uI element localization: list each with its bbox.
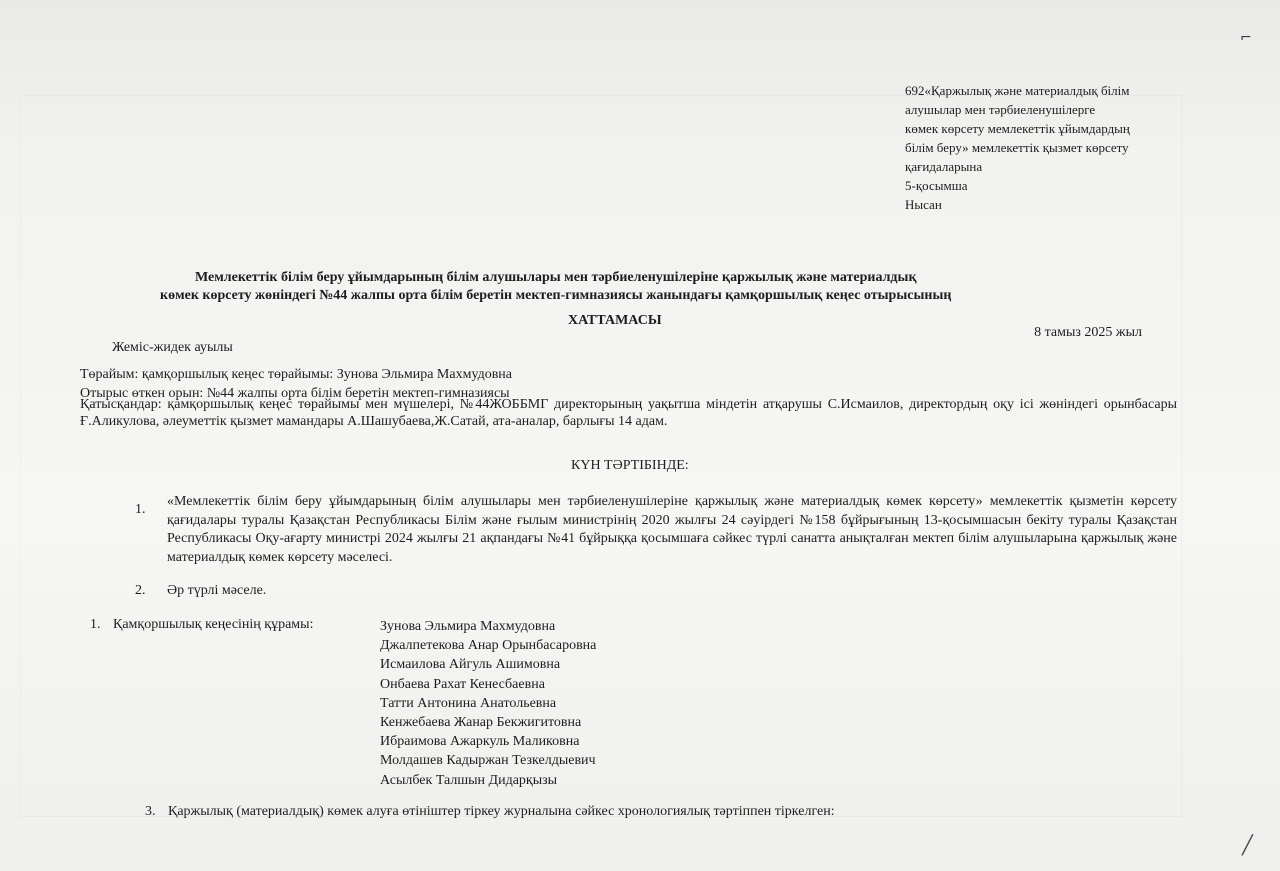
council-member: Асылбек Талшын Дидарқызы bbox=[380, 772, 558, 788]
page-fold-mark: ⌐ bbox=[1240, 30, 1252, 46]
point-3-number: 3. bbox=[145, 804, 156, 819]
venue-line: Отырыс өткен орын: №44 жалпы орта білім беретін мектеп-гимназиясы bbox=[80, 386, 510, 401]
council-member: Исмаилова Айгуль Ашимовна bbox=[380, 657, 561, 673]
form-annex-note bbox=[905, 81, 1130, 214]
form-note-line: қағидаларына bbox=[905, 159, 983, 174]
composition-label: Қамқоршылық кеңесінің құрамы: bbox=[113, 617, 314, 632]
form-note-line: алушылар мен тәрбиеленушілерге bbox=[905, 102, 1096, 117]
form-note-line: Нысан bbox=[905, 197, 942, 212]
council-member: Молдашев Кадыржан Тезкелдыевич bbox=[380, 753, 596, 769]
council-member: Кенжебаева Жанар Бекжигитовна bbox=[380, 715, 582, 731]
council-member: Онбаева Рахат Кенесбаевна bbox=[380, 676, 545, 692]
council-member: Зунова Эльмира Махмудовна bbox=[380, 619, 556, 634]
document-title-line-2: көмек көрсету жөніндегі №44 жалпы орта білім беретін мектеп-гимназиясы жанындағы қамқоршылық кеңес отырысының bbox=[160, 288, 952, 303]
page-corner-mark: ╱ bbox=[1242, 835, 1253, 856]
form-note-line: 692«Қаржылық және материалдық білім bbox=[905, 83, 1130, 98]
composition-number: 1. bbox=[90, 617, 101, 632]
form-note-line: 5-қосымша bbox=[905, 178, 968, 193]
council-member: Джалпетекова Анар Орынбасаровна bbox=[380, 638, 597, 654]
form-note-line: көмек көрсету мемлекеттік ұйымдардың bbox=[905, 121, 1130, 136]
agenda-item-number: 2. bbox=[135, 583, 146, 598]
form-note-line: білім беру» мемлекеттік қызмет көрсету bbox=[905, 140, 1129, 155]
agenda-item-2: Әр түрлі мәселе. bbox=[167, 583, 267, 598]
agenda-item-number: 1. bbox=[135, 502, 146, 517]
document-title-line-1: Мемлекеттік білім беру ұйымдарының білім алушылары мен тәрбиеленушілеріне қаржылық және материалдық bbox=[195, 270, 917, 285]
attendees-paragraph: Қатысқандар: қамқоршылық кеңес төрайымы мен мүшелері, №44ЖОББМГ директорының уақытша міндетін атқарушы С.Исмаилов, директордың оқу ісі жөніндегі орынбасары Ғ.Аликулова, әлеуметтік қызмет мамандары А.Шашубаева,Ж.Сатай, ата-аналар, барлығы 14 адам. bbox=[80, 397, 1177, 429]
point-3-text: Қаржылық (материалдық) көмек алуға өтініштер тіркеу журналына сәйкес хронологиялық тәртіппен тіркелген: bbox=[168, 804, 835, 819]
council-member: Татти Антонина Анатольевна bbox=[380, 695, 557, 711]
agenda-heading: КҮН ТӘРТІБІНДЕ: bbox=[571, 458, 689, 473]
document-place: Жеміс-жидек ауылы bbox=[112, 340, 233, 355]
document-date: 8 тамыз 2025 жыл bbox=[1034, 325, 1142, 340]
document-title-protocol: ХАТТАМАСЫ bbox=[568, 313, 662, 328]
chairperson-line: Төрайым: қамқоршылық кеңес төрайымы: Зунова Эльмира Махмудовна bbox=[80, 367, 513, 382]
agenda-item-1: «Мемлекеттік білім беру ұйымдарының білім алушылары мен тәрбиеленушілеріне қаржылық және материалдық көмек көрсету» мемлекеттік қызметін көрсету қағидалары туралы Қазақстан Республикасы Білім және ғылым министрінің 2020 жылғы 24 сәуірдегі №158 бұйрығының 13-қосымшасын бекіту туралы Қазақстан Республикасы Оқу-ағарту министрі 2024 жылғы 21 ақпандағы №41 бұйрыққа қосымшаға сәйкес түрлі санатта анықталған мектеп білім алушыларына қаржылық және материалдық көмек көрсету мәселесі. bbox=[167, 494, 1177, 565]
council-member: Ибраимова Ажаркуль Маликовна bbox=[380, 734, 580, 750]
council-members-list bbox=[380, 617, 596, 790]
